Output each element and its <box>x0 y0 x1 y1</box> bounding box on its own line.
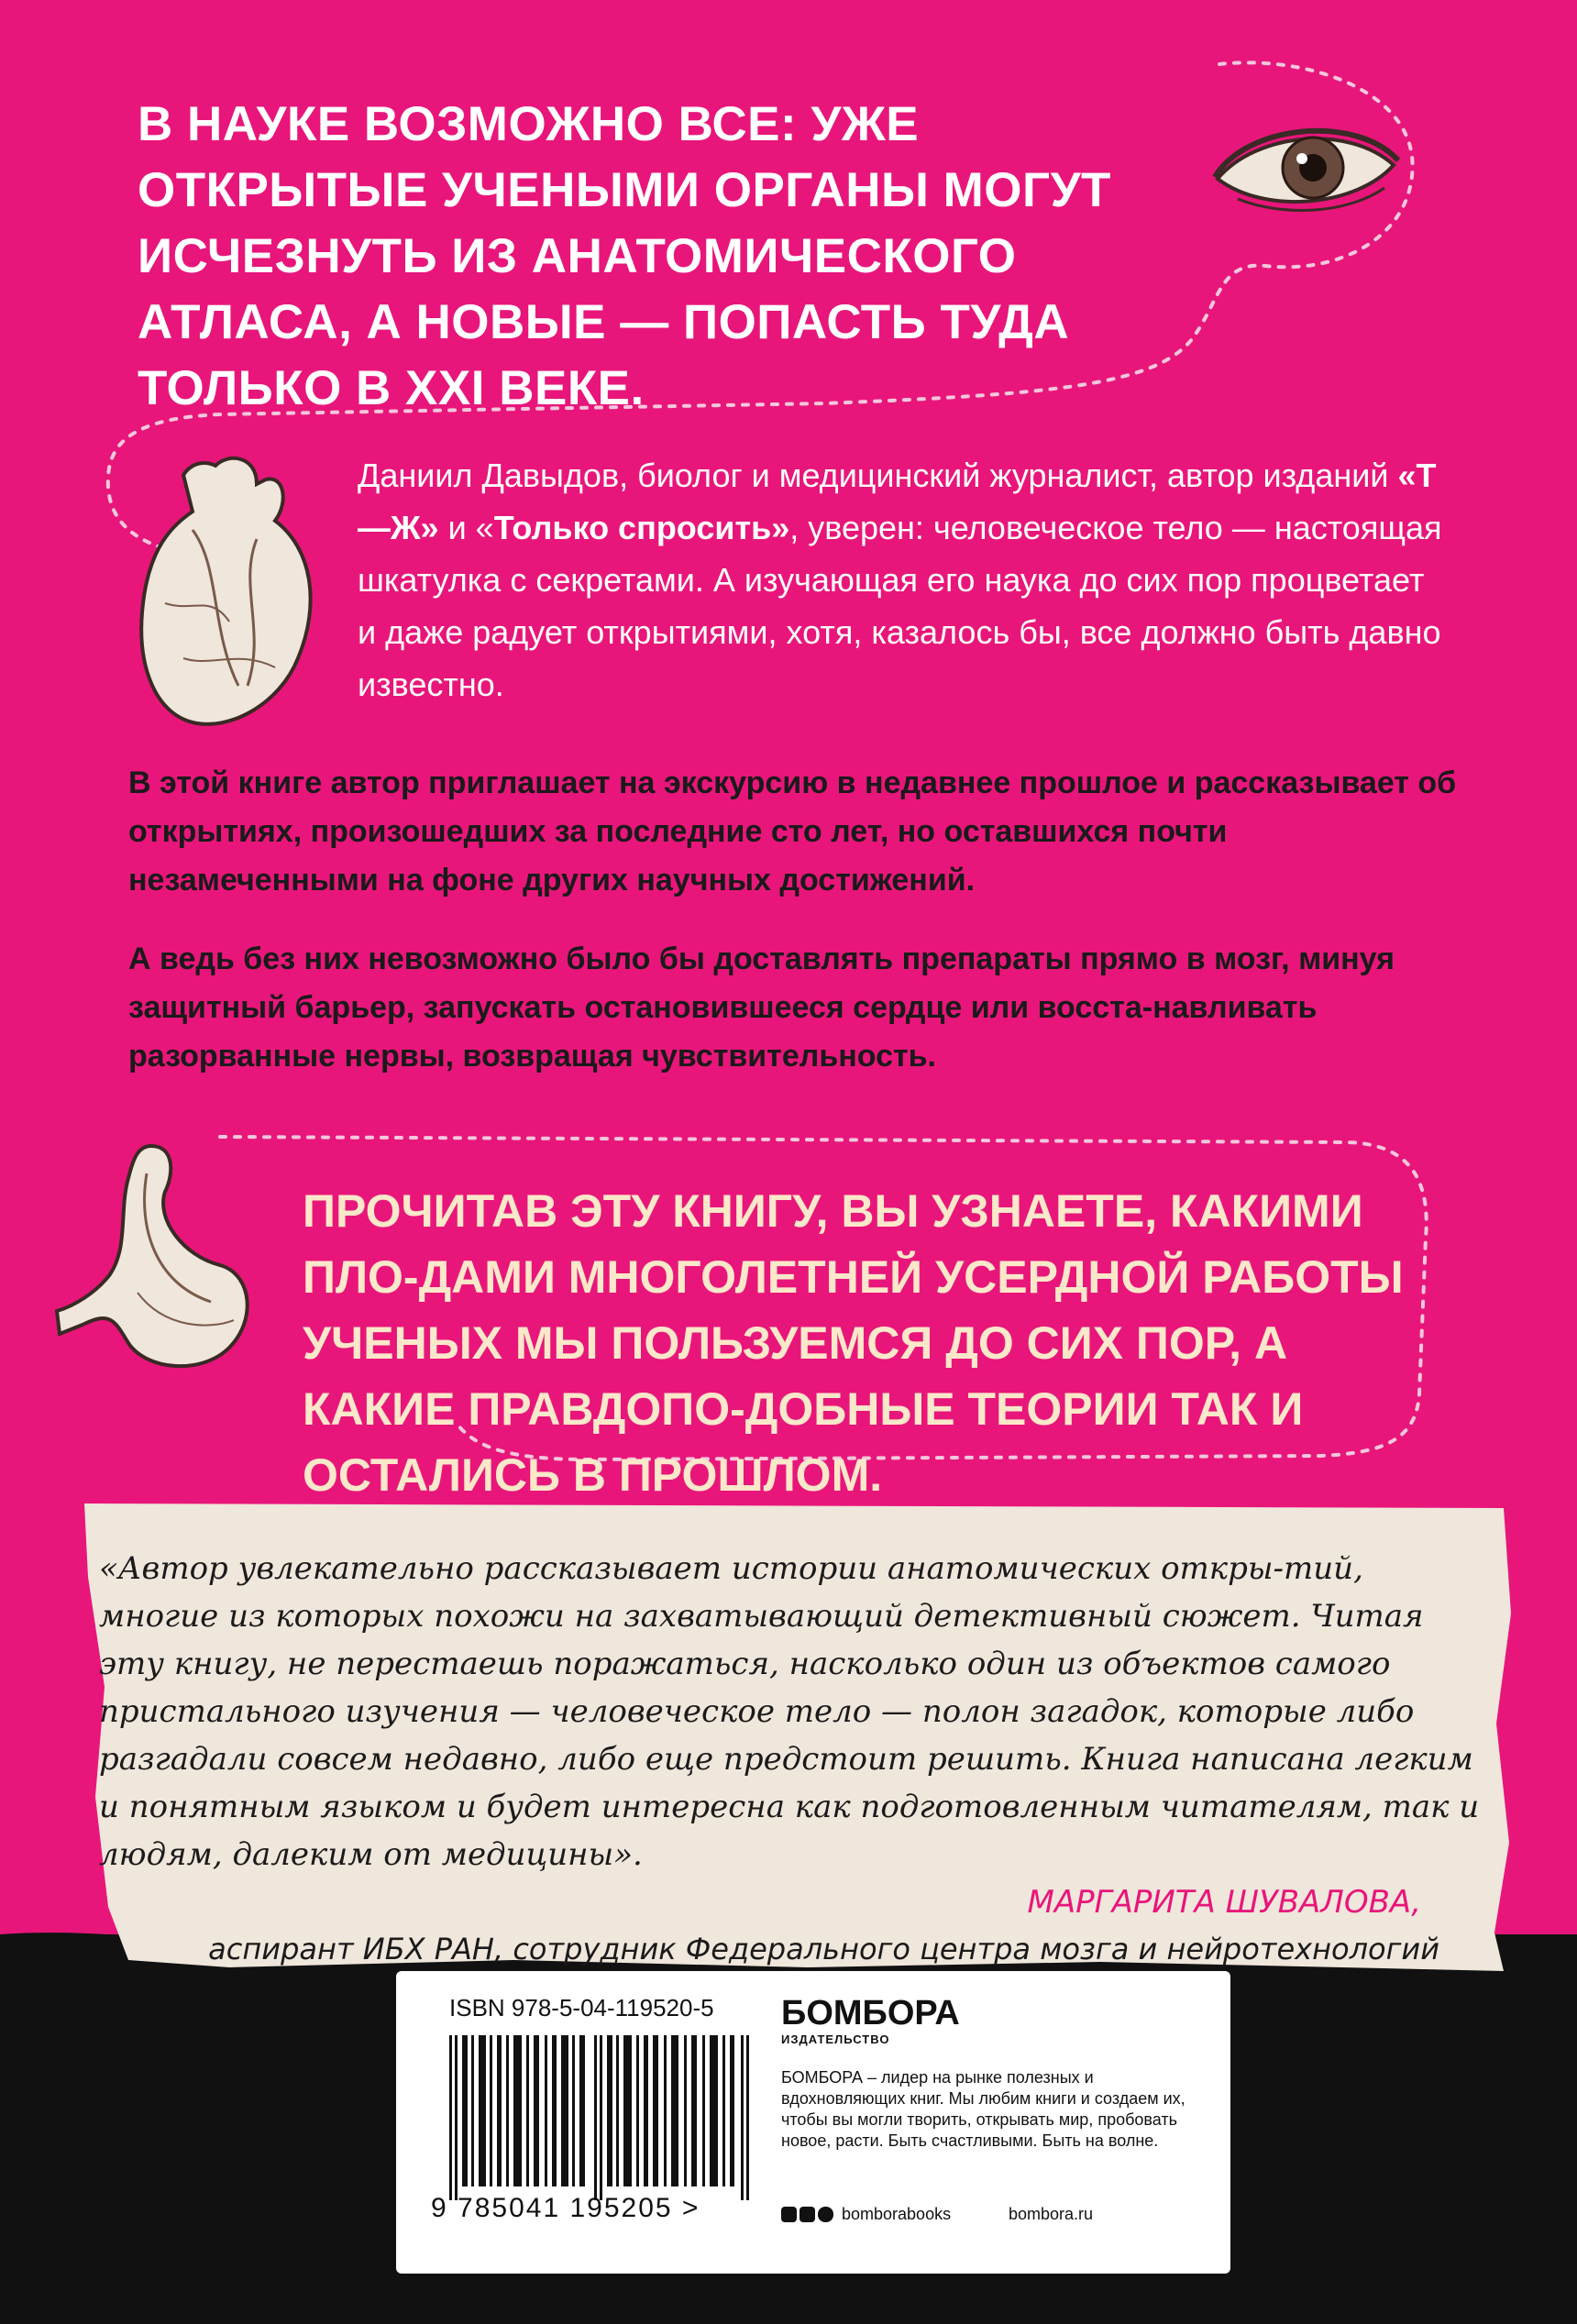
intro-bold-2: Только спросить» <box>493 509 790 546</box>
barcode-icon <box>449 2035 750 2200</box>
review-quote: «Автор увлекательно рассказывает истории анатомических откры-тий, многие из которых похожи на захватывающий детективный сюжет. Читая эту книгу, не перестаешь поражаться, насколько один из объектов самого пристального изучения — человеческое тело — полон загадок, которые либо разгадали совсем недавно, либо еще предстоит решить. Книга написана легким и понятным языком и будет интересна как подготовленным читателям, так и людям, далеким от медицины». <box>99 1550 1480 1873</box>
reviewer-name: МАРГАРИТА ШУВАЛОВА, <box>1027 1884 1421 1921</box>
intro-text-3: , уверен: человеческое тело — настоящая шкатулка с секретами. А изучающая его наука до сих пор процветает и даже радует открытиями, хотя, казалось бы, все должно быть давно известно. <box>358 509 1442 703</box>
isbn-text: ISBN 978-5-04-119520-5 <box>449 1994 714 2021</box>
website: bombora.ru <box>1009 2205 1094 2223</box>
headline: В НАУКЕ ВОЗМОЖНО ВСЕ: УЖЕ ОТКРЫТЫЕ УЧЕНЫМИ ОРГАНЫ МОГУТ ИСЧЕЗНУТЬ ИЗ АНАТОМИЧЕСКОГО АТЛАСА, А НОВЫЕ — ПОПАСТЬ ТУДА ТОЛЬКО В XXI ВЕКЕ. <box>138 97 1111 415</box>
social-handle <box>781 2205 951 2224</box>
intro-text-1: Даниил Давыдов, биолог и медицинский журналист, автор изданий <box>358 457 1398 494</box>
callout-text: ПРОЧИТАВ ЭТУ КНИГУ, ВЫ УЗНАЕТЕ, КАКИМИ ПЛО-ДАМИ МНОГОЛЕТНЕЙ УСЕРДНОЙ РАБОТЫ УЧЕНЫХ МЫ ПОЛЬЗУЕМСЯ ДО СИХ ПОР, А КАКИЕ ПРАВДОПО-ДОБНЫЕ ТЕОРИИ ТАК И ОСТАЛИСЬ В ПРОШЛОМ. <box>303 1185 1404 1501</box>
intro-bold-1: «Т—Ж» <box>358 457 1437 546</box>
publisher-description: БОМБОРА – лидер на рынке полезных и вдохновляющих книг. Мы любим книги и создаем их, чтобы вы могли творить, открывать мир, пробовать новое, расти. Быть счастливыми. Быть на волне. <box>781 2068 1186 2150</box>
publisher-subtitle: ИЗДАТЕЛЬСТВО <box>781 2032 890 2046</box>
reviewer-role: аспирант ИБХ РАН, сотрудник Федерального центра мозга и нейротехнологий <box>208 1932 1439 1966</box>
social-icons <box>781 2207 834 2223</box>
publisher-logo: БОМБОРА <box>781 1994 960 2032</box>
barcode-digits: 9 785041 195205 > <box>431 2193 700 2223</box>
intro-text-2: и « <box>438 509 494 546</box>
body-paragraph-1: В этой книге автор приглашает на экскурсию в недавнее прошлое и рассказывает об открытиях, произошедших за последние сто лет, но оставшихся почти незамеченными на фоне других научных достижений. <box>128 765 1457 898</box>
social-handle-text: bomborabooks <box>842 2205 952 2223</box>
body-paragraph-2: А ведь без них невозможно было бы доставлять препараты прямо в мозг, минуя защитный барьер, запускать остановившееся сердце или восста-навливать разорванные нервы, возвращая чувствительность. <box>128 942 1395 1074</box>
